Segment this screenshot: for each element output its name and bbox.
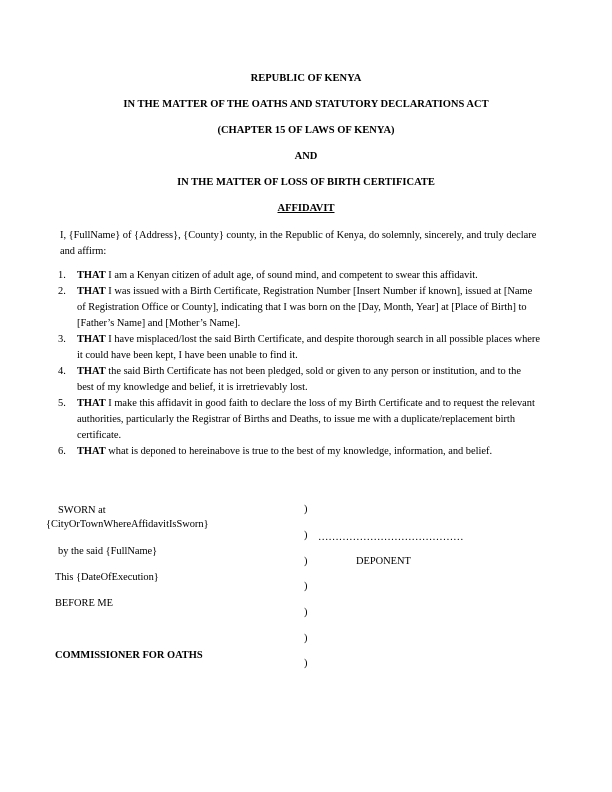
deponent-label: DEPONENT [356, 556, 411, 567]
clause-text: I was issued with a Birth Certificate, Registration Number [Insert Number if known], issued at [Name of Registration Office or County], indicating that I was born on the [Day, Month, Year] at [Place of Birth] to [Father’s Name] and [Mother’s Name]. [77, 286, 533, 329]
signature-line: …………………………………… [318, 532, 464, 543]
commissioner-label: COMMISSIONER FOR OATHS [55, 650, 203, 661]
clause-text: I am a Kenyan citizen of adult age, of sound mind, and competent to swear this affidavit. [105, 270, 478, 281]
clause-text: the said Birth Certificate has not been pledged, sold or given to any person or institution, and to the best of my knowledge and belief, it is irretrievably lost. [77, 366, 521, 393]
sworn-at-label: SWORN at [58, 505, 106, 516]
clause-number: 5. [58, 398, 66, 409]
header-and: AND [294, 151, 318, 162]
bracket: ) [304, 504, 308, 515]
clause-lead: THAT [77, 398, 106, 409]
bracket: ) [304, 633, 308, 644]
sworn-by: by the said {FullName} [58, 546, 158, 557]
clause-item [58, 284, 540, 332]
bracket: ) [304, 607, 308, 618]
clause-lead: THAT [77, 446, 106, 457]
clause-item [58, 444, 540, 460]
header-oaths-act: IN THE MATTER OF THE OATHS AND STATUTORY DECLARATIONS ACT [123, 99, 489, 110]
clause-number: 6. [58, 446, 66, 457]
bracket: ) [304, 658, 308, 669]
header-chapter: (CHAPTER 15 OF LAWS OF KENYA) [217, 125, 395, 136]
clause-lead: THAT [77, 334, 106, 345]
affidavit-title: AFFIDAVIT [277, 203, 335, 214]
clause-item [58, 268, 540, 284]
before-me: BEFORE ME [55, 598, 114, 609]
intro-paragraph: I, {FullName} of {Address}, {County} county, in the Republic of Kenya, do solemnly, sincerely, and truly declare and affirm: [60, 230, 537, 257]
sworn-place: {CityOrTownWhereAffidavitIsSworn} [46, 519, 209, 530]
clause-number: 3. [58, 334, 66, 345]
clause-lead: THAT [77, 286, 106, 297]
clause-item [58, 332, 540, 364]
clause-item [58, 396, 540, 444]
bracket: ) [304, 556, 308, 567]
bracket: ) [304, 530, 308, 541]
header-republic: REPUBLIC OF KENYA [250, 73, 362, 84]
clause-list [58, 268, 540, 460]
bracket: ) [304, 581, 308, 592]
clause-number: 2. [58, 286, 66, 297]
clause-text: I make this affidavit in good faith to declare the loss of my Birth Certificate and to request the relevant authorities, particularly the Registrar of Births and Deaths, to issue me with a duplicate/replacement birth certificate. [77, 398, 535, 441]
clause-number: 4. [58, 366, 66, 377]
clause-number: 1. [58, 270, 66, 281]
clause-text: what is deponed to hereinabove is true to the best of my knowledge, information, and belief. [105, 446, 493, 457]
clause-lead: THAT [77, 366, 106, 377]
clause-item [58, 364, 540, 396]
clause-lead: THAT [77, 270, 106, 281]
header-loss-matter: IN THE MATTER OF LOSS OF BIRTH CERTIFICATE [177, 177, 435, 188]
clause-text: I have misplaced/lost the said Birth Certificate, and despite thorough search in all possible places where it could have been kept, I have been unable to find it. [77, 334, 540, 361]
sworn-date: This {DateOfExecution} [55, 572, 159, 583]
